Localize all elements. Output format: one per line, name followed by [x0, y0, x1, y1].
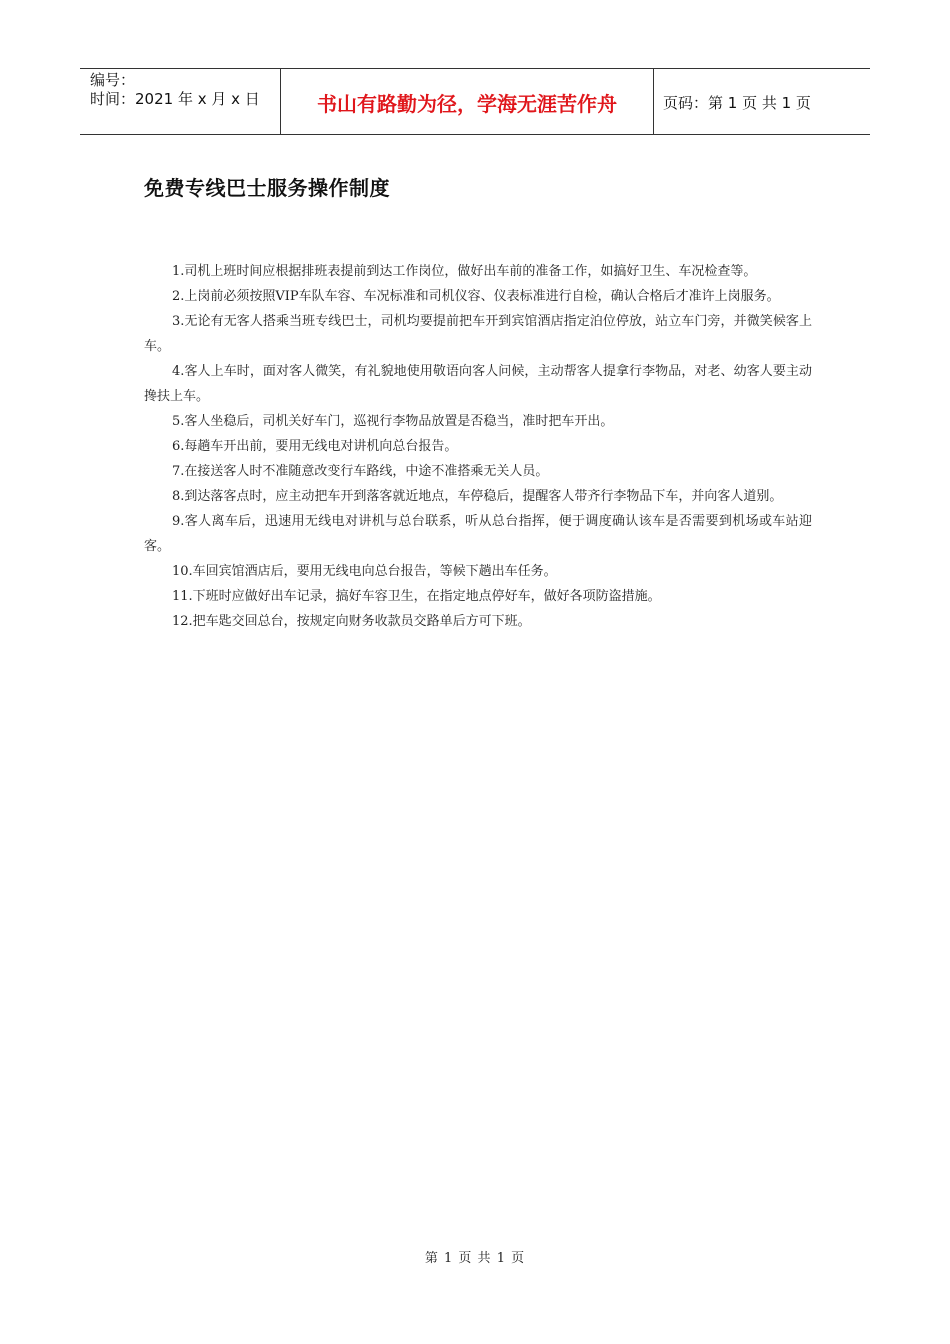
rule-item-7: 7.在接送客人时不准随意改变行车路线，中途不准搭乘无关人员。 [172, 464, 549, 479]
header-meta [80, 69, 281, 134]
document-title: 免费专线巴士服务操作制度 [144, 176, 390, 200]
header-motto: 书山有路勤为径，学海无涯苦作舟 [281, 69, 654, 134]
header-page-label: 页码：第 1 页 共 1 页 [663, 94, 811, 112]
rule-item-4: 4.客人上车时，面对客人微笑，有礼貌地使用敬语向客人问候，主动帮客人提拿行李物品，对老、幼客人要主动搀扶上车。 [144, 364, 812, 404]
rule-item-6: 6.每趟车开出前，要用无线电对讲机向总台报告。 [172, 439, 458, 454]
rule-item-10: 10.车回宾馆酒店后，要用无线电向总台报告，等候下趟出车任务。 [172, 564, 557, 579]
rule-item-11: 11.下班时应做好出车记录，搞好车容卫生，在指定地点停好车，做好各项防盗措施。 [172, 589, 661, 604]
document-body [144, 259, 812, 634]
document-header [80, 68, 870, 135]
rule-item-8: 8.到达落客点时，应主动把车开到落客就近地点，车停稳后，提醒客人带齐行李物品下车，并向客人道别。 [172, 489, 783, 504]
rule-item-2: 2.上岗前必须按照VIP车队车容、车况标准和司机仪容、仪表标准进行自检，确认合格后才准许上岗服务。 [172, 289, 780, 304]
rule-item-12: 12.把车匙交回总台，按规定向财务收款员交路单后方可下班。 [172, 614, 531, 629]
rule-item-5: 5.客人坐稳后，司机关好车门，巡视行李物品放置是否稳当，准时把车开出。 [172, 414, 614, 429]
number-label: 编号： [90, 71, 136, 89]
time-label: 时间：2021 年 x 月 x 日 [90, 90, 260, 108]
rule-item-1: 1.司机上班时间应根据排班表提前到达工作岗位，做好出车前的准备工作，如搞好卫生、车况检查等。 [172, 264, 757, 279]
page-footer: 第 1 页 共 1 页 [424, 1251, 526, 1266]
rule-item-9: 9.客人离车后，迅速用无线电对讲机与总台联系，听从总台指挥，便于调度确认该车是否需要到机场或车站迎客。 [144, 514, 812, 554]
rule-item-3: 3.无论有无客人搭乘当班专线巴士，司机均要提前把车开到宾馆酒店指定泊位停放，站立车门旁，并微笑候客上车。 [144, 314, 812, 354]
